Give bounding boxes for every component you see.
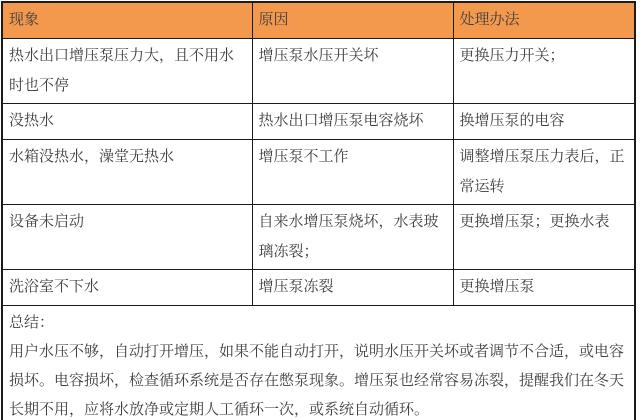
cell-solution: 更换压力开关；	[453, 39, 635, 104]
cell-solution: 换增压泵的电容	[453, 104, 635, 140]
cell-cause: 增压泵冻裂	[252, 270, 453, 306]
cell-cause: 热水出口增压泵电容烧坏	[252, 104, 453, 140]
table-row	[2, 140, 635, 205]
cell-cause: 增压泵不工作	[252, 140, 453, 205]
header-cell-solution: 处理办法	[453, 2, 635, 39]
summary-label: 总结：	[9, 314, 55, 331]
cell-solution: 更换增压泵	[453, 270, 635, 306]
table-row	[2, 205, 635, 270]
cell-phenomenon: 水箱没热水，澡堂无热水	[2, 140, 252, 205]
table-row	[2, 104, 635, 140]
cell-solution: 更换增压泵；更换水表	[453, 205, 635, 270]
cell-cause: 增压泵水压开关坏	[252, 39, 453, 104]
summary-row	[2, 306, 635, 420]
cell-phenomenon: 设备未启动	[2, 205, 252, 270]
table-row	[2, 39, 635, 104]
header-cell-cause: 原因	[252, 2, 453, 39]
cell-cause: 自来水增压泵烧坏，水表玻璃冻裂；	[252, 205, 453, 270]
table-row	[2, 270, 635, 306]
table-header-row	[2, 2, 635, 39]
header-cell-phenomenon: 现象	[2, 2, 252, 39]
cell-solution: 调整增压泵压力表后，正常运转	[453, 140, 635, 205]
summary-text: 用户水压不够，自动打开增压，如果不能自动打开，说明水压开关坏或者调节不合适，或电容损坏。电容损坏，检查循环系统是否存在憋泵现象。增压泵也经常容易冻裂，提醒我们在冬天长期不用，应将水放净或定期人工循环一次，或系统自动循环。	[9, 343, 625, 418]
cell-phenomenon: 热水出口增压泵压力大，且不用水时也不停	[2, 39, 252, 104]
cell-phenomenon: 没热水	[2, 104, 252, 140]
troubleshooting-table	[1, 1, 636, 420]
cell-phenomenon: 洗浴室不下水	[2, 270, 252, 306]
summary-cell	[2, 306, 635, 420]
